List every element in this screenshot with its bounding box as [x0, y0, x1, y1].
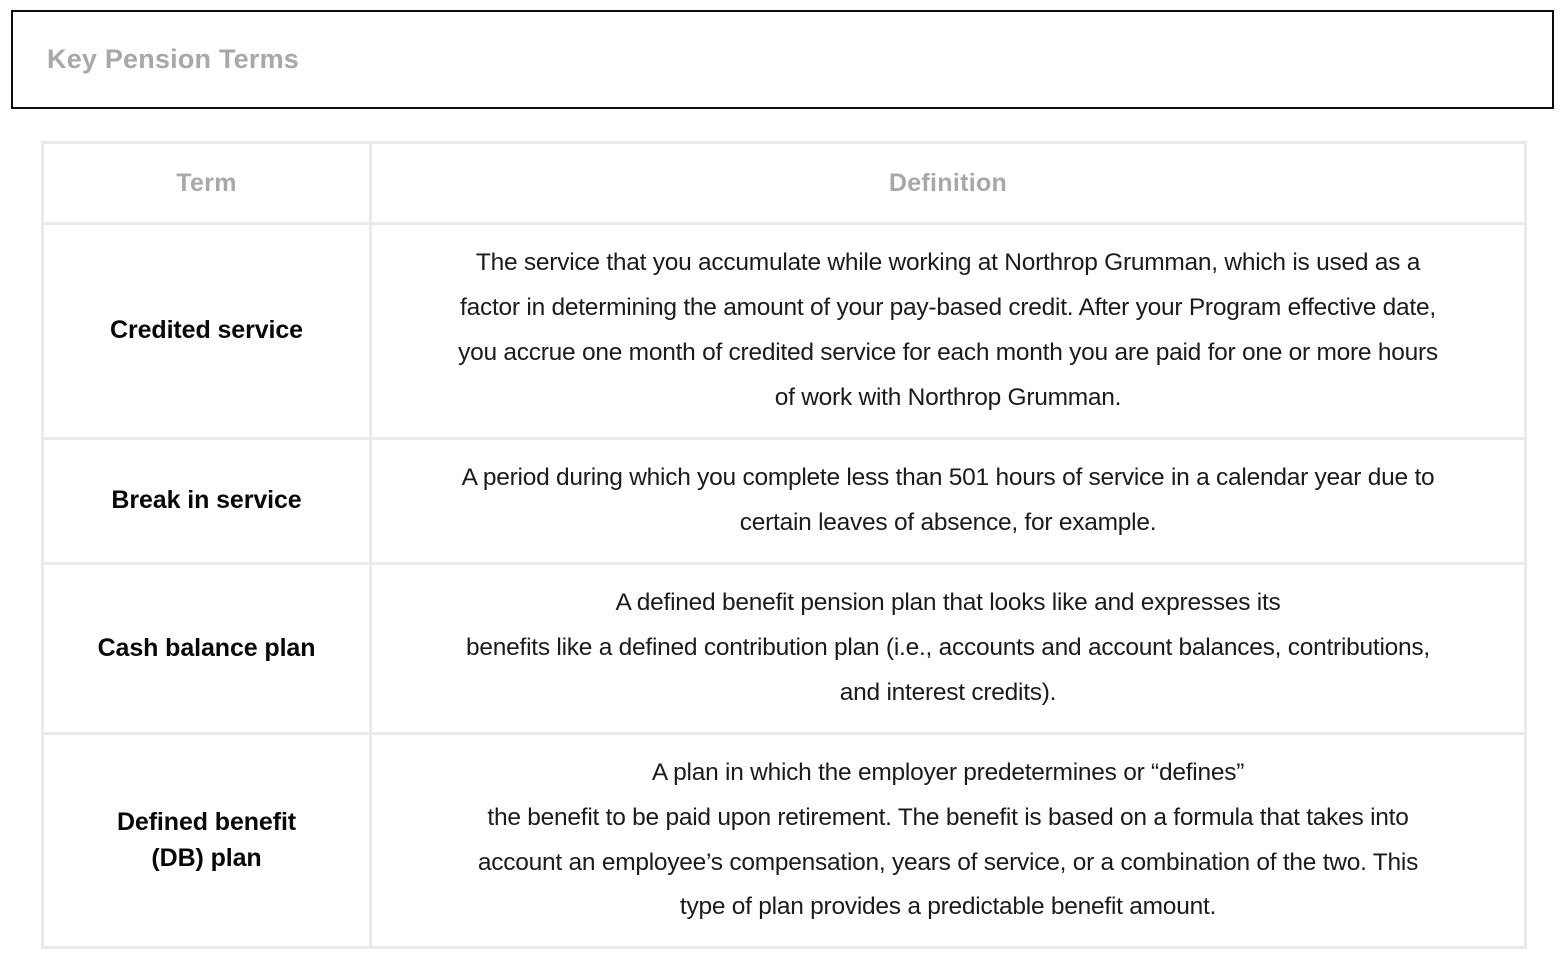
term-label-line: Cash balance plan [97, 633, 316, 662]
page-header-box [11, 10, 1554, 109]
term-label-line: Defined benefit [116, 808, 297, 836]
definition-line: A plan in which the employer predetermines or “defines” [651, 758, 1245, 786]
definition-line: type of plan provides a predictable benefit amount. [679, 893, 1217, 921]
term-label-line: (DB) plan [151, 843, 262, 872]
term-cell-break-in-service [43, 439, 371, 564]
definition-line: you accrue one month of credited service for each month you are paid for one or more hours [458, 339, 1438, 366]
definition-line: of work with Northrop Grumman. [774, 383, 1122, 411]
term-label-line: Credited service [110, 316, 303, 345]
definition-line: benefits like a defined contribution plan (i.e., accounts and account balances, contributions, [466, 634, 1430, 662]
table-row [43, 224, 1526, 439]
definition-cell-cash-balance-plan [371, 564, 1526, 734]
term-cell-cash-balance-plan [43, 564, 371, 734]
definition-line: A defined benefit pension plan that looks like and expresses its [615, 589, 1281, 617]
definition-cell-defined-benefit-db-plan [371, 734, 1526, 948]
definition-cell-break-in-service [371, 439, 1526, 564]
definition-line: the benefit to be paid upon retirement. The benefit is based on a formula that takes into [487, 803, 1409, 831]
definition-line: certain leaves of absence, for example. [739, 509, 1157, 536]
table-row [43, 439, 1526, 564]
table-body [43, 224, 1526, 948]
table-header-row [43, 143, 1526, 224]
table-row [43, 734, 1526, 948]
table-row [43, 564, 1526, 734]
definition-line: factor in determining the amount of your pay-based credit. After your Program effective date, [460, 294, 1436, 322]
definition-line: and interest credits). [839, 678, 1057, 706]
table-header [43, 143, 1526, 224]
definition-line: A period during which you complete less than 501 hours of service in a calendar year due to [461, 464, 1435, 492]
definition-line: The service that you accumulate while working at Northrop Grumman, which is used as a [475, 249, 1421, 277]
definition-line: account an employee’s compensation, years of service, or a combination of the two. This [477, 848, 1419, 876]
term-label-line: Break in service [111, 486, 302, 515]
page-title: Key Pension Terms [47, 44, 299, 74]
key-pension-terms-table [41, 141, 1527, 949]
column-header-term: Term [43, 143, 371, 224]
term-cell-credited-service [43, 224, 371, 439]
column-header-definition: Definition [371, 143, 1526, 224]
term-cell-defined-benefit-db-plan [43, 734, 371, 948]
definition-cell-credited-service [371, 224, 1526, 439]
